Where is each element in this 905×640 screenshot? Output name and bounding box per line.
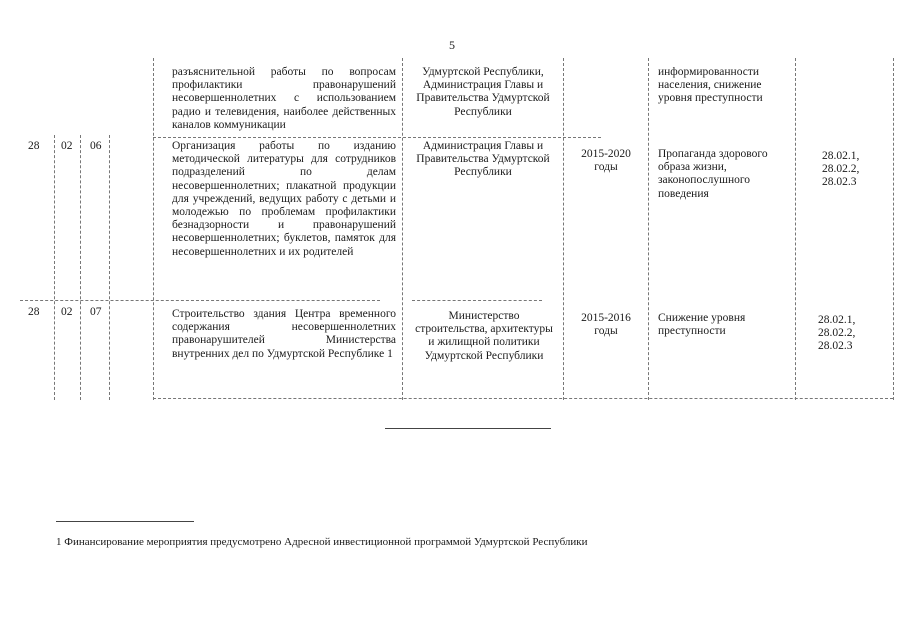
grid-line (109, 135, 110, 400)
row-divider (20, 300, 380, 301)
row1-code-2: 02 (61, 140, 73, 152)
grid-line (648, 58, 649, 400)
grid-line (893, 58, 894, 400)
indicator: 28.02.3 (822, 176, 857, 189)
grid-line (563, 58, 564, 400)
row-divider (412, 300, 542, 301)
grid-line (80, 135, 81, 400)
indicator: 28.02.3 (818, 340, 853, 353)
continued-description: разъяснительной работы по вопросам профилактики правонарушений несовершеннолетних с использованием радио и телевидения, наиболее действенных каналов коммуникации (172, 66, 396, 131)
indicator: 28.02.2, (818, 327, 856, 340)
footnote: 1 Финансирование мероприятия предусмотрено Адресной инвестиционной программой Удмуртской Республики (56, 536, 588, 548)
grid-line (153, 58, 154, 400)
row1-period: 2015-2020 годы (581, 148, 631, 174)
row2-result: Снижение уровня преступности (658, 312, 746, 338)
indicator: 28.02.2, (822, 163, 860, 176)
continued-executor: Удмуртской Республики, Администрация Главы и Правительства Удмуртской Республики (416, 66, 550, 118)
page-number: 5 (449, 38, 455, 52)
row2-code-3: 07 (90, 306, 102, 318)
row1-code-1: 28 (28, 140, 40, 152)
row1-indicators (822, 150, 882, 190)
grid-line (54, 135, 55, 400)
row2-indicators (818, 314, 878, 354)
row2-description: Строительство здания Центра временного содержания несовершеннолетних правонарушителей Министерства внутренних дел по Удмуртской Республике 1 (172, 308, 396, 360)
row-divider (153, 137, 601, 138)
row2-code-1: 28 (28, 306, 40, 318)
indicator: 28.02.1, (822, 150, 860, 162)
row2-code-2: 02 (61, 306, 73, 318)
row1-result: Пропаганда здорового образа жизни, законопослушного поведения (658, 148, 768, 200)
table-end-rule (385, 428, 551, 429)
row-divider (153, 398, 893, 399)
continued-result: информированности населения, снижение уровня преступности (658, 66, 763, 105)
row1-executor: Администрация Главы и Правительства Удмуртской Республики (416, 140, 550, 179)
row2-executor: Министерство строительства, архитектуры и жилищной политики Удмуртской Республики (415, 310, 553, 362)
grid-line (795, 58, 796, 400)
row2-period: 2015-2016 годы (581, 312, 631, 338)
footnote-separator (56, 521, 194, 522)
row1-code-3: 06 (90, 140, 102, 152)
indicator: 28.02.1, (818, 314, 856, 326)
grid-line (402, 58, 403, 400)
row1-description: Организация работы по изданию методической литературы для сотрудников подразделений по делам несовершеннолетних; плакатной продукции для учреждений, ведущих работу с детьми и молодежью по проблемам профилактики безнадзорности и правонарушений несовершеннолетних; буклетов, памяток для несовершеннолетних и их родителей (172, 140, 396, 258)
